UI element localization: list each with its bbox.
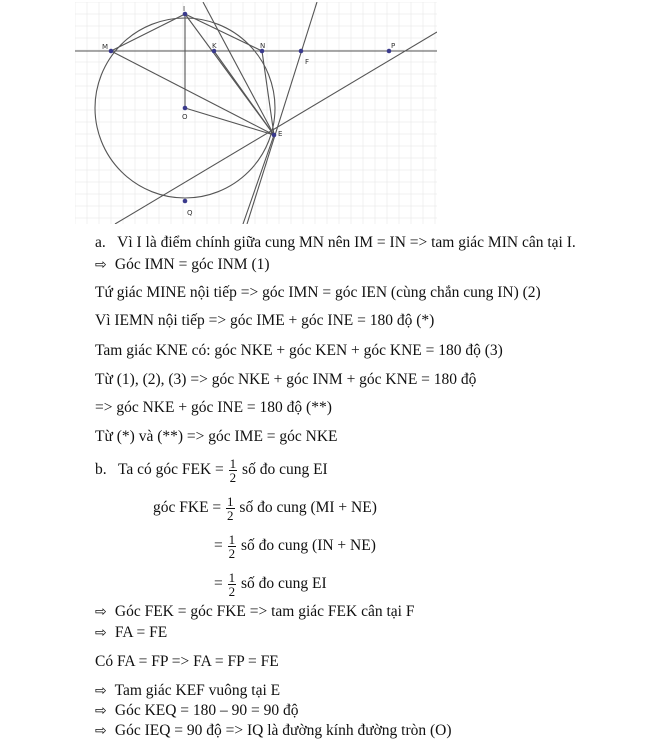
label-o: O: [182, 113, 188, 121]
fraction-half: $\frac{1}{2}$: [228, 532, 236, 561]
line-b7: Có FA = FP => FA = FP = FE: [95, 653, 279, 670]
label-n: N: [260, 42, 266, 50]
fraction-half: $\frac{1}{2}$: [229, 456, 237, 485]
line-a8: Từ (*) và (**) => góc IME = góc NKE: [95, 428, 338, 445]
segment-in: [185, 14, 262, 51]
fraction-half: $\frac{1}{2}$: [227, 494, 234, 523]
line-a3: Tứ giác MINE nội tiếp => góc IMN = góc IEN (cùng chắn cung IN) (2): [95, 284, 541, 301]
line-b9: ⇨ Góc KEQ = 180 – 90 = 90 độ: [95, 702, 299, 719]
line-a1: a. Vì I là điểm chính giữa cung MN nên IM = IN => tam giác MIN cân tại I.: [95, 234, 576, 251]
line-b6: ⇨ FA = FE: [95, 624, 168, 641]
line-ke-extended: [203, 2, 274, 135]
line-b1: b. Ta có góc FEK = $\frac{1}{2}$ số đo cung EI: [95, 456, 328, 485]
label-e: E: [278, 130, 283, 138]
line-e-down: [243, 135, 274, 224]
line-a6: Từ (1), (2), (3) => góc NKE + góc INM + góc KNE = 180 độ: [95, 371, 477, 388]
line-a2: ⇨ Góc IMN = góc INM (1): [95, 256, 270, 273]
arrow-icon: ⇨: [95, 703, 107, 719]
segment-ke: [214, 51, 274, 135]
part-label-b: b.: [95, 461, 107, 479]
points: [109, 12, 392, 204]
segment-ne: [262, 51, 274, 135]
label-i: I: [183, 5, 186, 13]
segment-mi: [111, 14, 185, 51]
line-b4: = $\frac{1}{2}$ số đo cung EI: [214, 570, 327, 599]
fraction-half: $\frac{1}{2}$: [228, 570, 236, 599]
arrow-icon: ⇨: [95, 257, 107, 273]
label-m: M: [102, 43, 109, 51]
line-a7: => góc NKE + góc INE = 180 độ (**): [95, 399, 332, 416]
arrow-icon: ⇨: [95, 683, 107, 699]
part-label-a: a.: [95, 234, 106, 251]
line-a4: Vì IEMN nội tiếp => góc IME + góc INE = 180 độ (*): [95, 312, 435, 329]
segment-me: [111, 51, 274, 135]
line-b5: ⇨ Góc FEK = góc FKE => tam giác FEK cân tại F: [95, 603, 415, 620]
line-b8: ⇨ Tam giác KEF vuông tại E: [95, 682, 281, 699]
label-f: F: [305, 58, 310, 66]
arrow-icon: ⇨: [95, 625, 107, 641]
line-b3: = $\frac{1}{2}$ số đo cung (IN + NE): [214, 532, 376, 561]
arrow-icon: ⇨: [95, 604, 107, 620]
label-k: K: [212, 42, 217, 50]
label-q: Q: [187, 209, 193, 217]
line-pq: [115, 32, 437, 224]
label-p: P: [391, 42, 396, 50]
line-b10: ⇨ Góc IEQ = 90 độ => IQ là đường kính đường tròn (O): [95, 722, 452, 739]
geometry-figure: [75, 2, 437, 224]
line-b2: góc FKE = $\frac{1}{2}$ số đo cung (MI + NE): [153, 494, 377, 523]
arrow-icon: ⇨: [95, 723, 107, 739]
line-a5: Tam giác KNE có: góc NKE + góc KEN + góc KNE = 180 độ (3): [95, 342, 503, 359]
grid: [75, 2, 437, 224]
